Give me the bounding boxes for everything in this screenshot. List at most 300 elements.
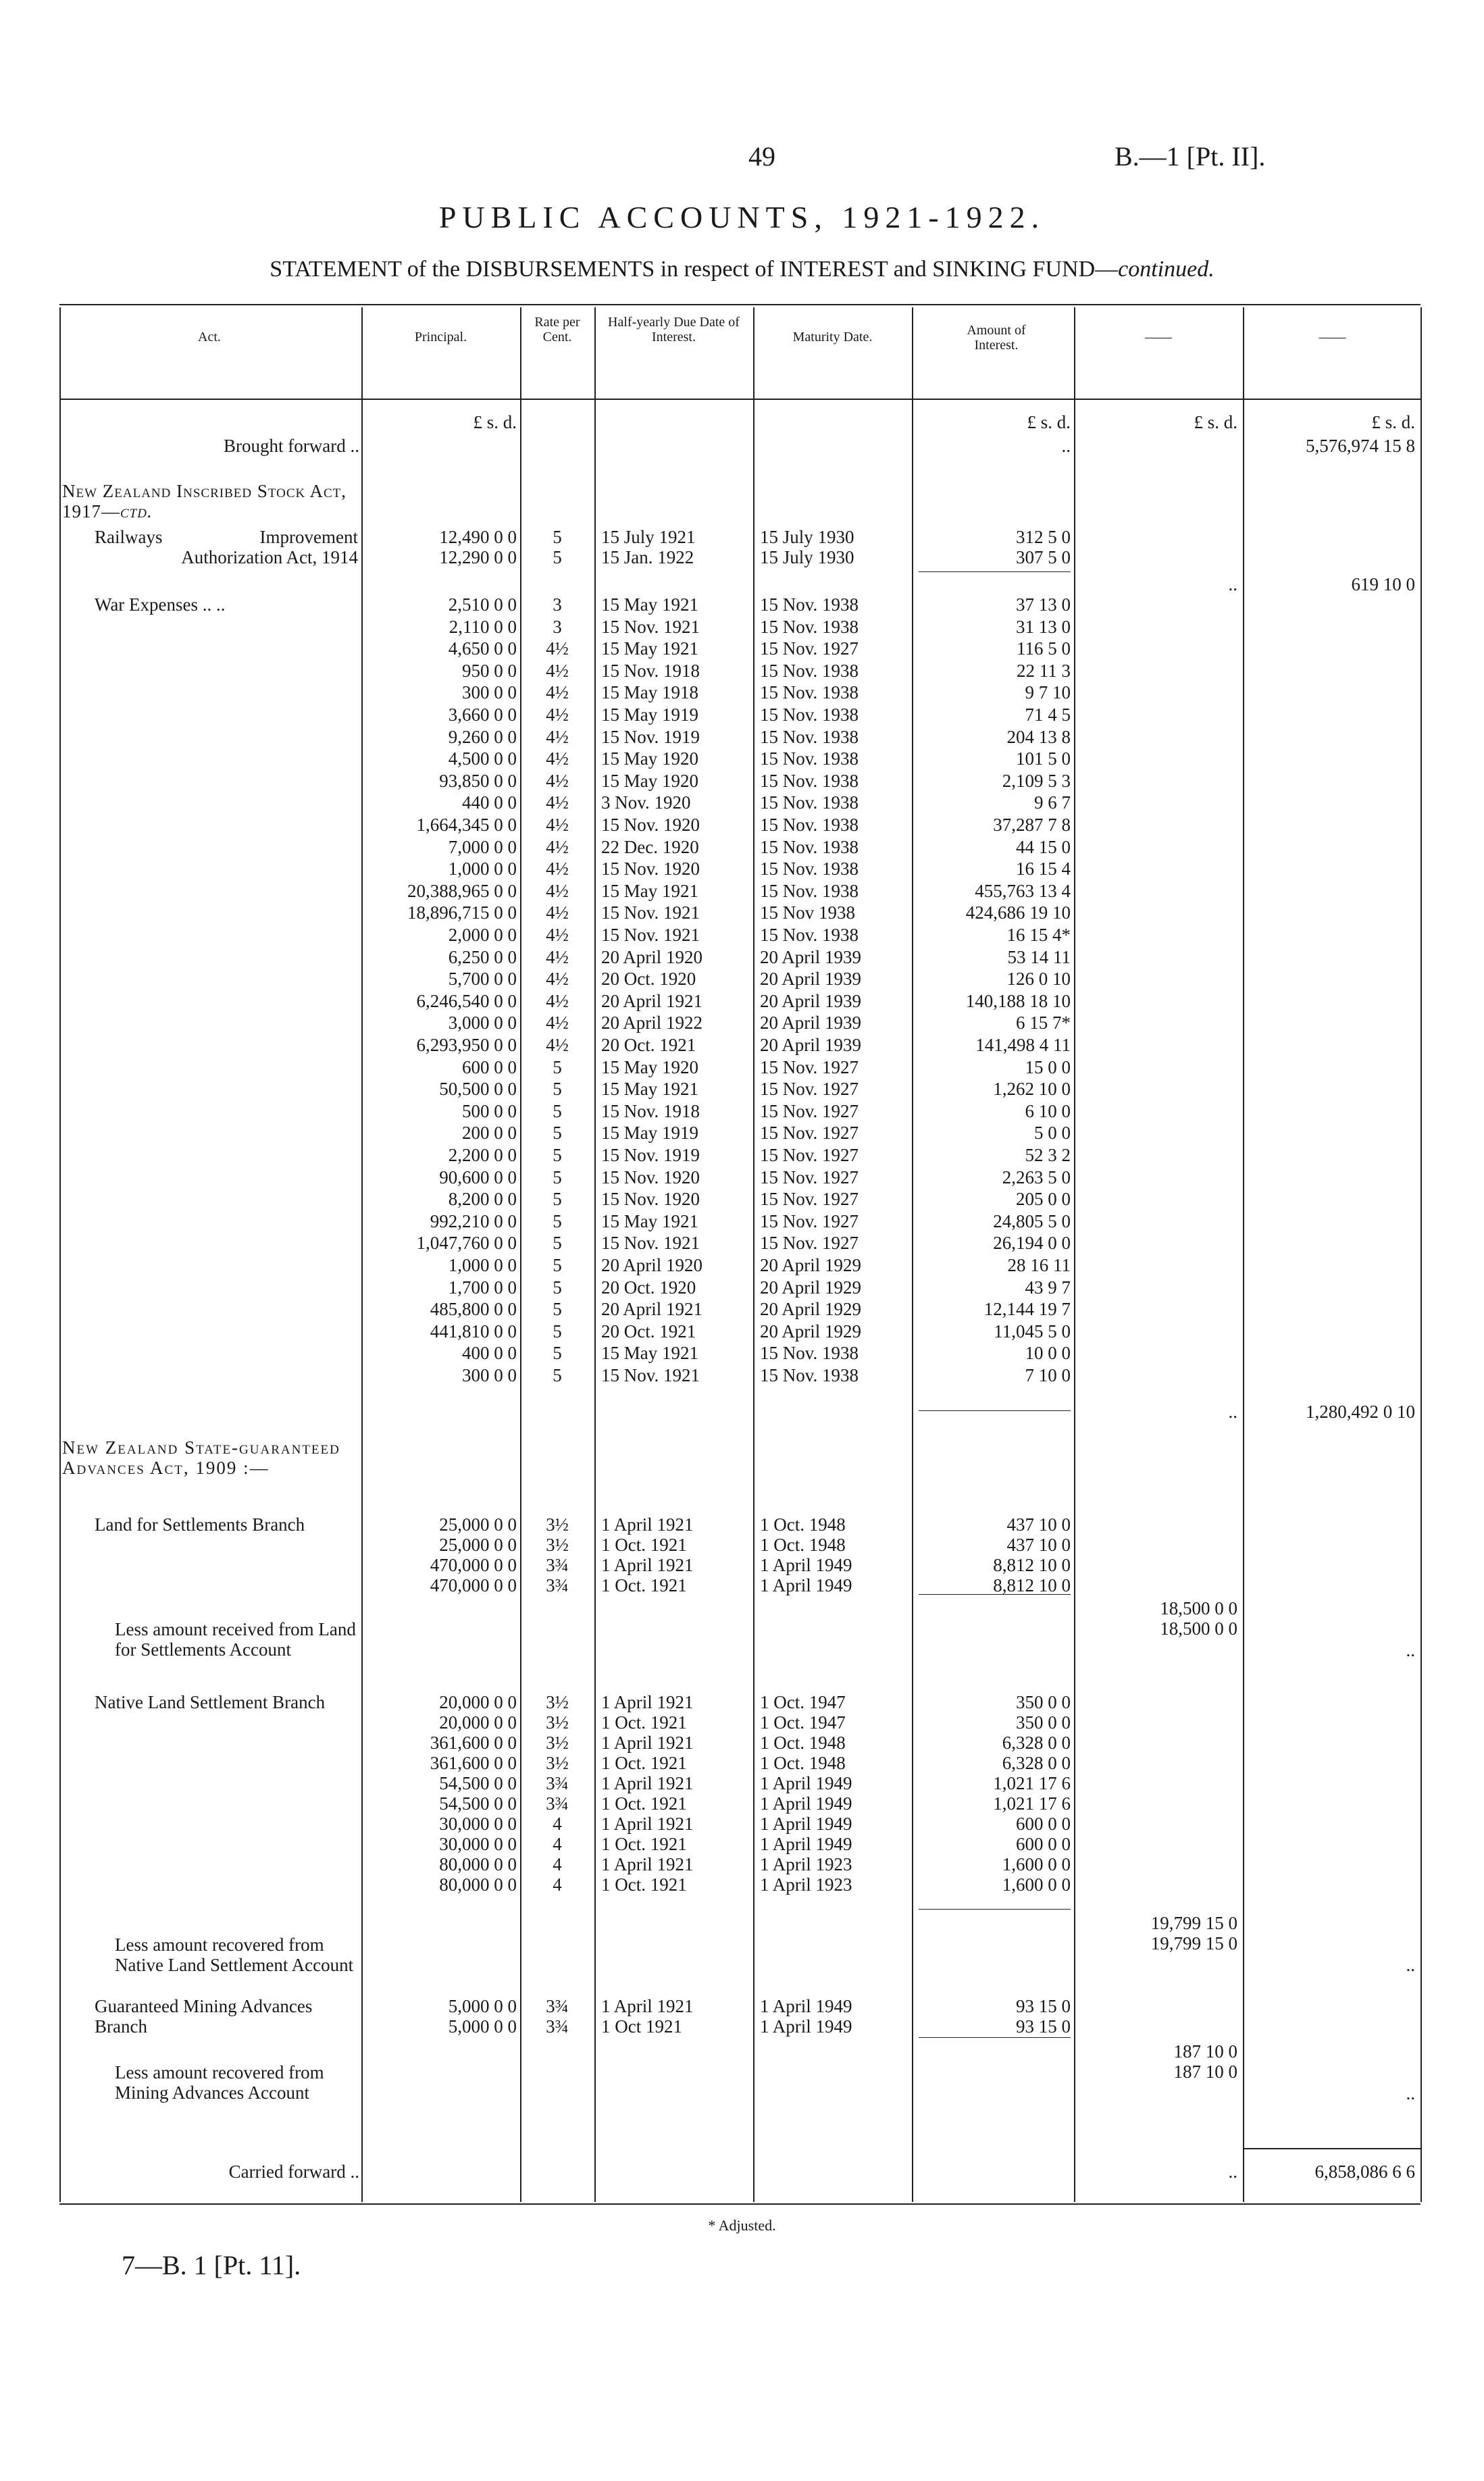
war-row-due-date: 15 May 1921 [601, 1210, 698, 1231]
footer-reference: 7—B. 1 [Pt. 11]. [122, 2250, 301, 2280]
table-bottom-rule [59, 2203, 1421, 2205]
native-row-rate: 4 [553, 1834, 562, 1854]
war-row-interest-amount: 455,763 13 4 [975, 880, 1071, 901]
page-title: PUBLIC ACCOUNTS, 1921-1922. [438, 200, 1046, 234]
native-row-due-date: 1 April 1921 [601, 1814, 694, 1834]
war-row-principal: 4,500 0 0 [448, 748, 517, 769]
war-row-rate: 5 [553, 1233, 562, 1254]
war-row-rate: 4½ [546, 660, 569, 681]
war-row-maturity-date: 15 Nov. 1938 [760, 748, 859, 769]
war-row-due-date: 15 Nov. 1920 [601, 815, 700, 835]
native-row-due-date: 1 April 1921 [601, 1854, 694, 1874]
war-row-interest-amount: 11,045 5 0 [994, 1321, 1071, 1341]
native-row-interest-amount: 350 0 0 [1016, 1692, 1071, 1712]
war-row-maturity-date: 15 Nov. 1938 [760, 770, 859, 791]
native-row-maturity-date: 1 April 1949 [760, 1814, 852, 1834]
war-row-rate: 5 [553, 1321, 562, 1341]
war-row-interest-amount: 5 0 0 [1034, 1123, 1071, 1144]
war-row-rate: 3 [553, 616, 562, 637]
land-row-rate: 3½ [546, 1535, 569, 1555]
native-row-due-date: 1 Oct. 1921 [601, 1874, 687, 1895]
native-row-interest-amount: 1,600 0 0 [1002, 1874, 1071, 1895]
war-row-maturity-date: 15 Nov. 1938 [760, 1365, 859, 1385]
war-row-interest-amount: 2,263 5 0 [1002, 1167, 1071, 1187]
war-row-rate: 5 [553, 1056, 562, 1077]
war-row-rate: 4½ [546, 925, 569, 945]
war-row-principal: 2,200 0 0 [448, 1145, 517, 1165]
war-row-maturity-date: 20 April 1939 [760, 1013, 862, 1033]
war-row-principal: 7,000 0 0 [448, 836, 517, 857]
war-row-maturity-date: 15 Nov. 1927 [760, 1123, 859, 1144]
native-row-principal: 361,600 0 0 [430, 1753, 517, 1773]
war-row-maturity-date: 15 Nov. 1927 [760, 638, 859, 659]
war-row-due-date: 15 Nov. 1918 [601, 1100, 700, 1121]
war-row-principal: 485,800 0 0 [430, 1299, 517, 1320]
mining-row-rate: 3¾ [546, 2016, 569, 2037]
native-row-due-date: 1 April 1921 [601, 1692, 694, 1712]
war-row-principal: 18,896,715 0 0 [407, 902, 517, 923]
war-row-maturity-date: 15 Nov. 1927 [760, 1167, 859, 1187]
brought-forward-label: Brought forward .. [224, 436, 359, 456]
railways-sum-rule [919, 571, 1071, 572]
war-row-due-date: 15 Nov. 1920 [601, 859, 700, 879]
native-row-principal: 54,500 0 0 [439, 1773, 517, 1793]
mining-row-maturity-date: 1 April 1949 [760, 1996, 852, 2016]
war-row-interest-amount: 31 13 0 [1016, 616, 1071, 637]
war-row-maturity-date: 15 Nov. 1938 [760, 859, 859, 879]
war-dots: .. [1228, 1402, 1237, 1422]
war-row-interest-amount: 101 5 0 [1016, 748, 1071, 769]
war-row-due-date: 15 May 1920 [601, 1056, 698, 1077]
land-row-principal: 25,000 0 0 [439, 1514, 517, 1535]
war-row-principal: 300 0 0 [462, 682, 517, 703]
native-row-maturity-date: 1 Oct. 1947 [760, 1712, 846, 1733]
section-heading-continued: ctd. [120, 501, 153, 521]
war-row-principal: 440 0 0 [462, 792, 517, 813]
war-row-rate: 5 [553, 1277, 562, 1298]
land-less-label: Less amount received from Land for Settlements Account [115, 1619, 356, 1660]
war-row-due-date: 3 Nov. 1920 [601, 792, 691, 813]
war-row-interest-amount: 37,287 7 8 [993, 815, 1071, 835]
native-land-label: Native Land Settlement Branch [95, 1692, 326, 1712]
war-row-maturity-date: 15 Nov. 1938 [760, 1343, 859, 1364]
war-row-due-date: 15 Nov. 1921 [601, 616, 700, 637]
mining-row-principal: 5,000 0 0 [448, 1996, 517, 2016]
war-row-rate: 5 [553, 1145, 562, 1165]
railways-label: Railways Improvement Authorization Act, 1914 [95, 527, 358, 567]
land-row-rate: 3¾ [546, 1575, 569, 1595]
footnote-adjusted: * Adjusted. [708, 2217, 776, 2234]
war-row-maturity-date: 15 Nov 1938 [760, 902, 855, 923]
mining-row-due-date: 1 April 1921 [601, 1996, 694, 2016]
native-row-principal: 80,000 0 0 [439, 1854, 517, 1874]
war-row-principal: 2,000 0 0 [448, 925, 517, 945]
war-row-due-date: 15 May 1919 [601, 705, 698, 725]
header-act: Act. [198, 330, 221, 344]
war-row-rate: 5 [553, 1365, 562, 1385]
war-row-maturity-date: 15 Nov. 1938 [760, 705, 859, 725]
land-settlements-label: Land for Settlements Branch [95, 1514, 305, 1535]
col-rule-8 [1243, 307, 1244, 2202]
native-row-principal: 30,000 0 0 [439, 1814, 517, 1834]
war-row-rate: 5 [553, 1299, 562, 1320]
war-row-maturity-date: 20 April 1939 [760, 1035, 862, 1055]
mining-subtotal-1: 187 10 0 [1173, 2041, 1237, 2062]
native-row-maturity-date: 1 April 1949 [760, 1834, 852, 1854]
native-row-interest-amount: 600 0 0 [1016, 1814, 1071, 1834]
mining-less-label: Less amount recovered from Mining Advances Account [115, 2062, 324, 2103]
native-less-label: Less amount recovered from Native Land Settlement Account [115, 1935, 354, 1975]
land-row-maturity-date: 1 April 1949 [760, 1555, 852, 1575]
railways-row-due-date: 15 July 1921 [601, 527, 696, 547]
war-row-rate: 4½ [546, 726, 569, 747]
war-row-due-date: 15 May 1921 [601, 1343, 698, 1364]
railways-row-rate: 5 [553, 547, 562, 567]
war-row-rate: 4½ [546, 815, 569, 835]
war-row-principal: 992,210 0 0 [430, 1210, 517, 1231]
war-row-rate: 4½ [546, 705, 569, 725]
land-row-interest-amount: 437 10 0 [1006, 1514, 1071, 1535]
native-row-interest-amount: 350 0 0 [1016, 1712, 1071, 1733]
railways-row-maturity-date: 15 July 1930 [760, 547, 854, 567]
native-row-due-date: 1 Oct. 1921 [601, 1753, 687, 1773]
war-row-maturity-date: 15 Nov. 1938 [760, 616, 859, 637]
carried-forward-dots: .. [1228, 2162, 1237, 2182]
war-row-interest-amount: 53 14 11 [1007, 946, 1071, 967]
railways-dots: .. [1228, 574, 1237, 594]
war-row-due-date: 22 Dec. 1920 [601, 836, 699, 857]
native-row-interest-amount: 6,328 0 0 [1002, 1733, 1071, 1753]
table-header-rule [59, 399, 1421, 400]
war-row-due-date: 15 Nov. 1918 [601, 660, 700, 681]
brought-forward-total: 5,576,974 15 8 [1306, 436, 1415, 456]
war-row-maturity-date: 15 Nov. 1927 [760, 1189, 859, 1210]
war-row-rate: 4½ [546, 682, 569, 703]
war-row-interest-amount: 26,194 0 0 [993, 1233, 1071, 1254]
war-row-interest-amount: 12,144 19 7 [983, 1299, 1071, 1320]
war-row-due-date: 15 Nov. 1921 [601, 925, 700, 945]
mining-sum-rule [919, 2037, 1071, 2038]
section-heading-text: New Zealand Inscribed Stock Act, 1917— [62, 481, 347, 521]
war-row-principal: 400 0 0 [462, 1343, 517, 1364]
native-row-rate: 3½ [546, 1692, 569, 1712]
war-row-due-date: 15 May 1919 [601, 1123, 698, 1144]
war-row-principal: 5,700 0 0 [448, 969, 517, 990]
war-row-maturity-date: 20 April 1929 [760, 1299, 862, 1320]
col-rule-9 [1421, 307, 1422, 2202]
war-row-principal: 2,110 0 0 [449, 616, 517, 637]
war-row-maturity-date: 15 Nov. 1927 [760, 1079, 859, 1100]
war-row-principal: 3,660 0 0 [448, 705, 517, 725]
war-row-principal: 1,000 0 0 [448, 859, 517, 879]
war-row-maturity-date: 20 April 1929 [760, 1277, 862, 1298]
war-row-principal: 8,200 0 0 [448, 1189, 517, 1210]
war-row-interest-amount: 2,109 5 3 [1002, 770, 1071, 791]
war-row-due-date: 20 Oct. 1920 [601, 1277, 696, 1298]
railways-row-interest-amount: 312 5 0 [1016, 527, 1071, 547]
land-row-due-date: 1 Oct. 1921 [601, 1535, 687, 1555]
mining-row-maturity-date: 1 April 1949 [760, 2016, 852, 2037]
war-row-maturity-date: 20 April 1939 [760, 946, 862, 967]
war-row-interest-amount: 71 4 5 [1025, 705, 1071, 725]
war-row-due-date: 15 May 1921 [601, 594, 698, 615]
mining-dots: .. [1406, 2083, 1415, 2103]
war-row-due-date: 15 May 1920 [601, 770, 698, 791]
native-row-due-date: 1 Oct. 1921 [601, 1793, 687, 1814]
war-row-interest-amount: 9 7 10 [1025, 682, 1071, 703]
war-row-due-date: 15 May 1921 [601, 880, 698, 901]
land-row-interest-amount: 437 10 0 [1006, 1535, 1071, 1555]
war-row-interest-amount: 43 9 7 [1025, 1277, 1071, 1298]
document-reference: B.—1 [Pt. II]. [1115, 141, 1266, 172]
war-row-due-date: 15 Nov. 1919 [601, 726, 700, 747]
war-row-rate: 5 [553, 1189, 562, 1210]
war-row-due-date: 15 Nov. 1920 [601, 1189, 700, 1210]
war-row-maturity-date: 20 April 1939 [760, 969, 862, 990]
subtitle-text: STATEMENT of the DISBURSEMENTS in respect of INTEREST and SINKING FUND— [270, 257, 1119, 282]
war-row-rate: 5 [553, 1255, 562, 1275]
war-row-rate: 5 [553, 1167, 562, 1187]
war-row-due-date: 20 Oct. 1920 [601, 969, 696, 990]
war-row-interest-amount: 16 15 4* [1006, 925, 1071, 945]
native-row-maturity-date: 1 Oct. 1948 [760, 1733, 846, 1753]
war-row-interest-amount: 7 10 0 [1025, 1365, 1071, 1385]
railways-total: 619 10 0 [1351, 574, 1415, 594]
page-number: 49 [748, 141, 775, 172]
war-row-interest-amount: 37 13 0 [1016, 594, 1071, 615]
war-row-interest-amount: 24,805 5 0 [993, 1210, 1071, 1231]
native-row-maturity-date: 1 April 1949 [760, 1773, 852, 1793]
header-rate: Rate per Cent. [534, 315, 580, 344]
war-row-interest-amount: 205 0 0 [1016, 1189, 1071, 1210]
war-row-interest-amount: 28 16 11 [1007, 1255, 1071, 1275]
war-row-principal: 3,000 0 0 [448, 1013, 517, 1033]
war-row-due-date: 20 April 1922 [601, 1013, 703, 1033]
col-rule-2 [361, 307, 363, 2202]
war-row-rate: 3 [553, 594, 562, 615]
land-row-due-date: 1 April 1921 [601, 1555, 694, 1575]
war-row-due-date: 15 Nov. 1919 [601, 1145, 700, 1165]
land-sum-rule [919, 1594, 1071, 1595]
war-row-due-date: 15 May 1920 [601, 748, 698, 769]
native-row-interest-amount: 6,328 0 0 [1002, 1753, 1071, 1773]
war-row-interest-amount: 204 13 8 [1006, 726, 1071, 747]
war-sum-rule [919, 1410, 1071, 1411]
war-row-rate: 5 [553, 1123, 562, 1144]
war-row-principal: 20,388,965 0 0 [407, 880, 517, 901]
war-row-interest-amount: 116 5 0 [1017, 638, 1071, 659]
land-row-maturity-date: 1 Oct. 1948 [760, 1514, 846, 1535]
mining-row-interest-amount: 93 15 0 [1016, 1996, 1071, 2016]
war-row-rate: 4½ [546, 969, 569, 990]
war-row-maturity-date: 20 April 1929 [760, 1321, 862, 1341]
war-row-rate: 4½ [546, 946, 569, 967]
brought-forward-dots: .. [1061, 436, 1071, 456]
war-row-maturity-date: 15 Nov. 1927 [760, 1100, 859, 1121]
mining-subtotal-2: 187 10 0 [1173, 2062, 1237, 2082]
header-due-date: Half-yearly Due Date of Interest. [608, 315, 740, 344]
railways-row-principal: 12,290 0 0 [439, 547, 517, 567]
war-row-rate: 4½ [546, 902, 569, 923]
war-row-principal: 50,500 0 0 [439, 1079, 517, 1100]
native-row-due-date: 1 April 1921 [601, 1733, 694, 1753]
native-row-rate: 3½ [546, 1753, 569, 1773]
mining-row-interest-amount: 93 15 0 [1016, 2016, 1071, 2037]
war-row-due-date: 20 April 1921 [601, 990, 703, 1011]
land-row-interest-amount: 8,812 10 0 [993, 1555, 1071, 1575]
war-row-interest-amount: 44 15 0 [1016, 836, 1071, 857]
native-subtotal-2: 19,799 15 0 [1150, 1933, 1237, 1953]
native-row-rate: 3½ [546, 1733, 569, 1753]
native-row-principal: 54,500 0 0 [439, 1793, 517, 1814]
war-row-interest-amount: 126 0 10 [1006, 969, 1071, 990]
war-total: 1,280,492 0 10 [1306, 1402, 1415, 1422]
war-row-rate: 4½ [546, 1035, 569, 1055]
war-row-maturity-date: 15 Nov. 1938 [760, 594, 859, 615]
war-row-maturity-date: 15 Nov. 1938 [760, 815, 859, 835]
col-rule-5 [753, 307, 754, 2202]
war-row-rate: 5 [553, 1210, 562, 1231]
section-heading-inscribed-stock [62, 481, 359, 521]
land-row-principal: 470,000 0 0 [430, 1575, 517, 1595]
war-row-due-date: 15 Nov. 1921 [601, 1365, 700, 1385]
war-row-principal: 950 0 0 [462, 660, 517, 681]
war-row-interest-amount: 22 11 3 [1017, 660, 1071, 681]
war-row-rate: 4½ [546, 748, 569, 769]
section-heading-advances: New Zealand State-guaranteed Advances Act, 1909 :— [62, 1437, 340, 1478]
native-row-due-date: 1 April 1921 [601, 1773, 694, 1793]
native-row-rate: 4 [553, 1814, 562, 1834]
war-row-principal: 9,260 0 0 [448, 726, 517, 747]
war-row-rate: 4½ [546, 880, 569, 901]
war-row-due-date: 15 May 1918 [601, 682, 698, 703]
war-row-due-date: 15 Nov. 1920 [601, 1167, 700, 1187]
war-row-principal: 300 0 0 [462, 1365, 517, 1385]
railways-row-interest-amount: 307 5 0 [1016, 547, 1071, 567]
units-principal: £ s. d. [473, 412, 517, 432]
war-row-principal: 200 0 0 [462, 1123, 517, 1144]
native-row-interest-amount: 600 0 0 [1016, 1834, 1071, 1854]
native-row-maturity-date: 1 Oct. 1948 [760, 1753, 846, 1773]
war-row-interest-amount: 10 0 0 [1025, 1343, 1071, 1364]
native-row-due-date: 1 Oct. 1921 [601, 1834, 687, 1854]
war-row-principal: 1,700 0 0 [448, 1277, 517, 1298]
war-row-due-date: 20 Oct. 1921 [601, 1035, 696, 1055]
war-row-rate: 4½ [546, 990, 569, 1011]
units-interest: £ s. d. [1027, 412, 1071, 432]
carried-forward-rule [1243, 2148, 1421, 2149]
native-subtotal-1: 19,799 15 0 [1150, 1913, 1237, 1933]
war-row-rate: 4½ [546, 836, 569, 857]
war-row-interest-amount: 16 15 4 [1016, 859, 1071, 879]
native-row-principal: 361,600 0 0 [430, 1733, 517, 1753]
native-row-interest-amount: 1,021 17 6 [993, 1793, 1071, 1814]
units-col7: £ s. d. [1194, 412, 1237, 432]
native-row-due-date: 1 Oct. 1921 [601, 1712, 687, 1733]
land-row-due-date: 1 April 1921 [601, 1514, 694, 1535]
native-row-rate: 3½ [546, 1712, 569, 1733]
land-row-principal: 25,000 0 0 [439, 1535, 517, 1555]
header-col8: —— [1319, 330, 1346, 344]
war-row-rate: 4½ [546, 770, 569, 791]
native-row-rate: 4 [553, 1854, 562, 1874]
war-row-principal: 441,810 0 0 [430, 1321, 517, 1341]
war-row-due-date: 20 Oct. 1921 [601, 1321, 696, 1341]
mining-row-rate: 3¾ [546, 1996, 569, 2016]
war-row-due-date: 15 Nov. 1921 [601, 902, 700, 923]
native-row-principal: 80,000 0 0 [439, 1874, 517, 1895]
col-rule-4 [594, 307, 596, 2202]
header-col7: —— [1145, 330, 1172, 344]
war-row-rate: 4½ [546, 792, 569, 813]
statement-subtitle [0, 257, 1484, 282]
col-rule-3 [520, 307, 521, 2202]
war-row-rate: 4½ [546, 859, 569, 879]
col-rule-6 [912, 307, 913, 2202]
war-row-principal: 1,664,345 0 0 [416, 815, 517, 835]
native-row-rate: 3¾ [546, 1793, 569, 1814]
carried-forward-total: 6,858,086 6 6 [1314, 2162, 1415, 2182]
col-rule-7 [1074, 307, 1075, 2202]
railways-row-principal: 12,490 0 0 [439, 527, 517, 547]
war-row-interest-amount: 141,498 4 11 [975, 1035, 1071, 1055]
war-row-maturity-date: 15 Nov. 1938 [760, 726, 859, 747]
native-row-principal: 20,000 0 0 [439, 1692, 517, 1712]
war-row-maturity-date: 20 April 1939 [760, 990, 862, 1011]
war-row-due-date: 20 April 1921 [601, 1299, 703, 1320]
railways-row-due-date: 15 Jan. 1922 [601, 547, 694, 567]
war-row-maturity-date: 15 Nov. 1938 [760, 836, 859, 857]
war-row-maturity-date: 15 Nov. 1938 [760, 792, 859, 813]
native-row-interest-amount: 1,600 0 0 [1002, 1854, 1071, 1874]
war-row-maturity-date: 15 Nov. 1927 [760, 1145, 859, 1165]
native-row-rate: 4 [553, 1874, 562, 1895]
war-row-due-date: 15 Nov. 1921 [601, 1233, 700, 1254]
war-row-principal: 2,510 0 0 [448, 594, 517, 615]
war-row-maturity-date: 15 Nov. 1938 [760, 682, 859, 703]
carried-forward-label: Carried forward .. [228, 2162, 359, 2182]
war-row-maturity-date: 20 April 1929 [760, 1255, 862, 1275]
war-row-interest-amount: 15 0 0 [1025, 1056, 1071, 1077]
land-subtotal-2: 18,500 0 0 [1160, 1618, 1237, 1639]
railways-row-rate: 5 [553, 527, 562, 547]
native-row-rate: 3¾ [546, 1773, 569, 1793]
subtitle-continued: continued. [1118, 257, 1214, 282]
war-row-principal: 600 0 0 [462, 1056, 517, 1077]
col-rule-1 [59, 307, 61, 2202]
native-row-maturity-date: 1 April 1949 [760, 1793, 852, 1814]
units-col8: £ s. d. [1371, 412, 1415, 432]
native-dots: .. [1406, 1955, 1415, 1975]
native-row-principal: 30,000 0 0 [439, 1834, 517, 1854]
war-row-interest-amount: 9 6 7 [1034, 792, 1071, 813]
land-row-interest-amount: 8,812 10 0 [993, 1575, 1071, 1595]
war-row-rate: 5 [553, 1343, 562, 1364]
war-row-rate: 4½ [546, 638, 569, 659]
war-row-due-date: 20 April 1920 [601, 946, 703, 967]
native-row-maturity-date: 1 April 1923 [760, 1854, 852, 1874]
war-row-maturity-date: 15 Nov. 1938 [760, 660, 859, 681]
war-row-interest-amount: 1,262 10 0 [993, 1079, 1071, 1100]
land-row-rate: 3¾ [546, 1555, 569, 1575]
mining-row-principal: 5,000 0 0 [448, 2016, 517, 2037]
war-row-principal: 6,250 0 0 [448, 946, 517, 967]
land-row-rate: 3½ [546, 1514, 569, 1535]
war-row-interest-amount: 140,188 18 10 [965, 990, 1071, 1011]
war-row-principal: 1,047,760 0 0 [416, 1233, 517, 1254]
war-row-maturity-date: 15 Nov. 1938 [760, 925, 859, 945]
war-row-due-date: 20 April 1920 [601, 1255, 703, 1275]
